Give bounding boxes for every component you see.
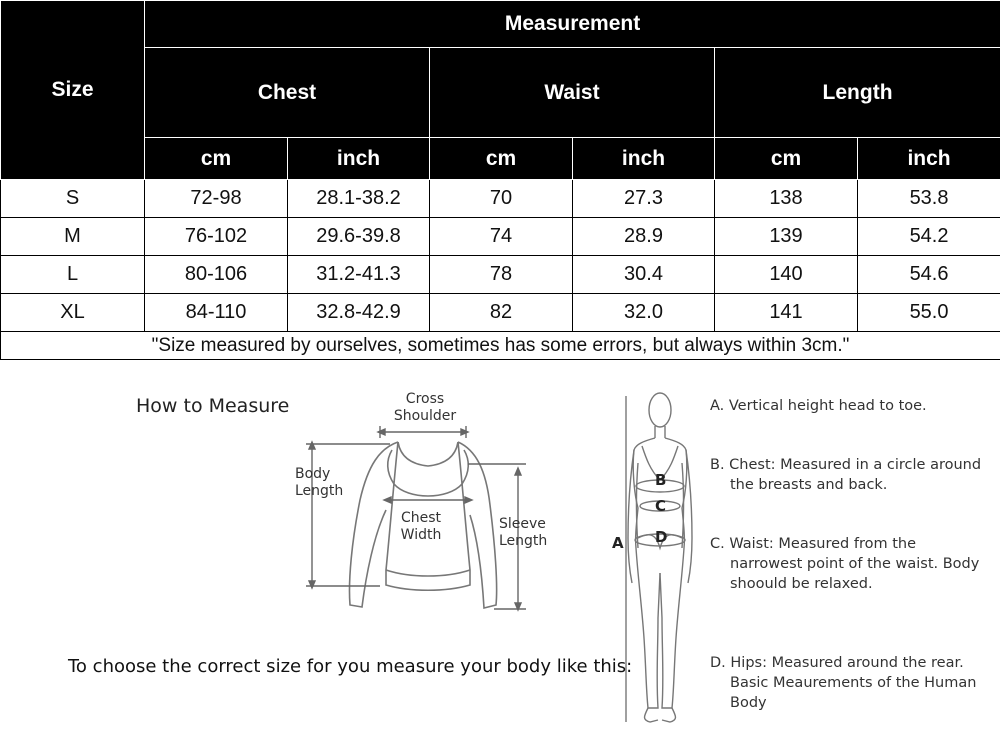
measurement-note: "Size measured by ourselves, sometimes has some errors, but always within 3cm." bbox=[1, 332, 1000, 360]
table-cell: 32.0 bbox=[573, 294, 715, 332]
marker-c: C bbox=[655, 497, 667, 515]
size-cell: XL bbox=[1, 294, 145, 332]
table-cell: 138 bbox=[715, 180, 858, 218]
body-figure bbox=[600, 388, 710, 738]
table-cell: 82 bbox=[430, 294, 573, 332]
table-cell: 72-98 bbox=[145, 180, 288, 218]
table-cell: 27.3 bbox=[573, 180, 715, 218]
key-item-b: B. Chest: Measured in a circle around the breasts and back. bbox=[710, 457, 982, 493]
cross-shoulder-label: Cross Shoulder bbox=[393, 391, 457, 424]
marker-a: A bbox=[612, 534, 624, 552]
table-cell: 84-110 bbox=[145, 294, 288, 332]
measurement-header: Measurement bbox=[145, 1, 1000, 48]
table-cell: 29.6-39.8 bbox=[288, 218, 430, 256]
table-cell: 32.8-42.9 bbox=[288, 294, 430, 332]
body-length-label: Body Length bbox=[295, 466, 344, 499]
table-cell: 53.8 bbox=[858, 180, 1000, 218]
table-cell: 141 bbox=[715, 294, 858, 332]
table-note-row bbox=[1, 332, 1000, 360]
table-cell: 76-102 bbox=[145, 218, 288, 256]
size-header: Size bbox=[1, 1, 145, 180]
unit-header: inch bbox=[858, 138, 1000, 180]
table-cell: 70 bbox=[430, 180, 573, 218]
table-cell: 140 bbox=[715, 256, 858, 294]
unit-header: cm bbox=[715, 138, 858, 180]
how-to-measure-title: How to Measure bbox=[136, 395, 290, 417]
unit-header: cm bbox=[430, 138, 573, 180]
key-item-c: C. Waist: Measured from the narrowest point of the waist. Body shoould be relaxed. bbox=[710, 536, 980, 592]
unit-header: cm bbox=[145, 138, 288, 180]
size-cell: L bbox=[1, 256, 145, 294]
chest-header: Chest bbox=[145, 48, 430, 138]
table-cell: 30.4 bbox=[573, 256, 715, 294]
table-row bbox=[1, 256, 1000, 294]
marker-b: B bbox=[655, 471, 667, 489]
table-cell: 54.2 bbox=[858, 218, 1000, 256]
table-cell: 28.1-38.2 bbox=[288, 180, 430, 218]
length-header: Length bbox=[715, 48, 1000, 138]
key-item-a: A. Vertical height head to toe. bbox=[710, 398, 927, 414]
waist-header: Waist bbox=[430, 48, 715, 138]
table-cell: 31.2-41.3 bbox=[288, 256, 430, 294]
table-row bbox=[1, 294, 1000, 332]
size-cell: S bbox=[1, 180, 145, 218]
table-cell: 74 bbox=[430, 218, 573, 256]
measure-instruction: To choose the correct size for you measure your body like this: bbox=[68, 656, 633, 677]
table-cell: 139 bbox=[715, 218, 858, 256]
table-cell: 54.6 bbox=[858, 256, 1000, 294]
table-cell: 28.9 bbox=[573, 218, 715, 256]
table-row bbox=[1, 180, 1000, 218]
chest-width-label: Chest Width bbox=[400, 510, 442, 543]
key-item-d: D. Hips: Measured around the rear. Basic Meaurements of the Human Body bbox=[710, 655, 977, 711]
sleeve-length-label: Sleeve Length bbox=[499, 516, 548, 549]
size-chart-table bbox=[0, 0, 1000, 360]
unit-header: inch bbox=[288, 138, 430, 180]
marker-d: D bbox=[655, 528, 668, 546]
table-cell: 78 bbox=[430, 256, 573, 294]
table-cell: 80-106 bbox=[145, 256, 288, 294]
size-cell: M bbox=[1, 218, 145, 256]
table-row bbox=[1, 218, 1000, 256]
unit-header: inch bbox=[573, 138, 715, 180]
table-cell: 55.0 bbox=[858, 294, 1000, 332]
